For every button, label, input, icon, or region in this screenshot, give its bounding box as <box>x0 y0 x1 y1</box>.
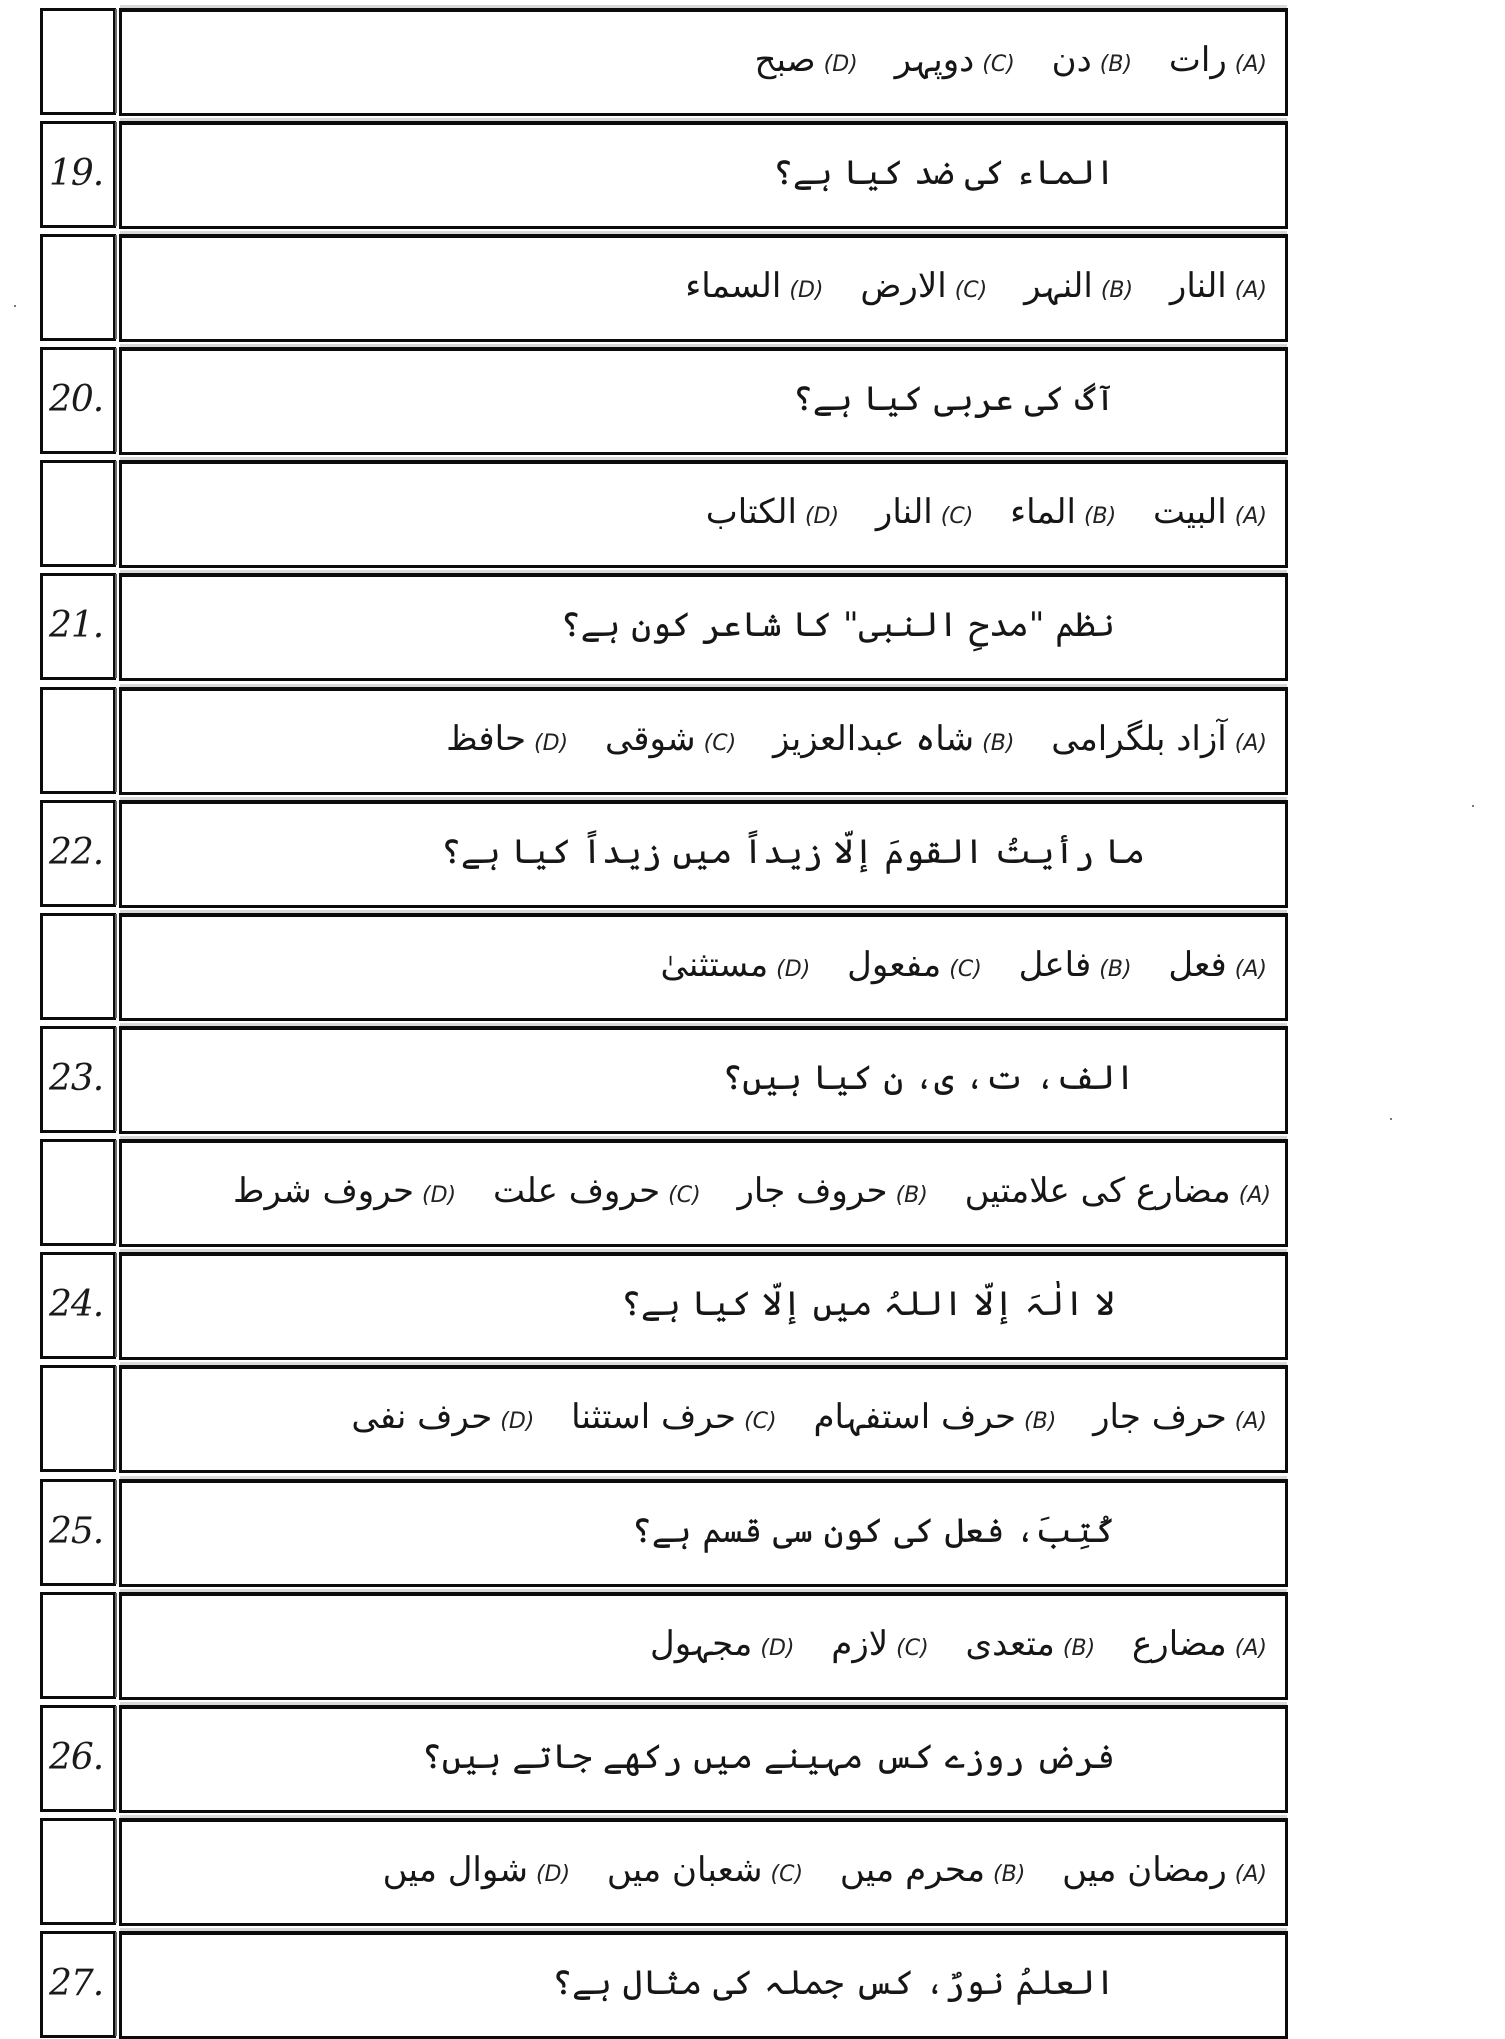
question-text: العلمُ نورٌ، کس جملہ کی مثال ہے؟ <box>552 1963 1115 2003</box>
option-c <box>847 943 982 992</box>
option-a <box>1093 1395 1267 1444</box>
question-number: 25. <box>49 1511 104 1552</box>
table-row-options <box>40 687 1290 794</box>
option-text: الکتاب <box>705 492 797 532</box>
table-row-options <box>40 1818 1290 1925</box>
question-text: آگ کی عربی کیا ہے؟ <box>792 379 1115 419</box>
number-cell <box>40 1705 116 1812</box>
table-row-options <box>40 1592 1290 1699</box>
option-letter: (A) <box>1234 1862 1267 1887</box>
option-letter: (C) <box>668 1183 701 1208</box>
option-b <box>840 1848 1025 1897</box>
question-text: نظم "مدحِ النبی" کا شاعر کون ہے؟ <box>560 605 1115 645</box>
option-letter: (B) <box>1083 504 1117 529</box>
option-letter: (C) <box>940 504 974 529</box>
option-a <box>1170 264 1267 313</box>
question-cell <box>119 347 1288 455</box>
number-cell <box>40 234 116 341</box>
option-letter: (A) <box>1234 1409 1267 1434</box>
option-a <box>1169 38 1267 87</box>
options-cell <box>119 1818 1288 1926</box>
option-letter: (A) <box>1234 278 1267 303</box>
option-text: مضارع کی علامتیں <box>964 1171 1231 1211</box>
option-b <box>1052 38 1132 87</box>
option-text: حرف استفہام <box>813 1397 1017 1437</box>
question-cell <box>119 573 1288 681</box>
option-text: فعل <box>1168 945 1227 985</box>
options-line <box>357 1848 1267 1897</box>
option-text: آزاد بلگرامی <box>1051 719 1227 759</box>
option-letter: (C) <box>703 731 737 756</box>
question-text: لا الٰہَ إلّا اللہُ میں إلّا کیا ہے؟ <box>620 1284 1115 1324</box>
question-text: ما رأیتُ القومَ إلّا زیداً میں زیداً کیا ہے؟ <box>440 832 1145 872</box>
option-c <box>895 38 1015 87</box>
option-text: السماء <box>685 266 782 306</box>
scan-speck <box>1390 1118 1392 1120</box>
option-c <box>493 1169 701 1218</box>
option-c <box>860 264 987 313</box>
option-text: شوال میں <box>382 1850 528 1890</box>
options-line <box>729 38 1267 87</box>
scan-speck <box>14 305 16 307</box>
table-row-options <box>40 234 1290 341</box>
question-number: 26. <box>49 1737 104 1778</box>
question-text: الف، ت، ی، ن کیا ہیں؟ <box>722 1058 1135 1098</box>
option-text: لازم <box>831 1624 889 1664</box>
option-text: دوپہر <box>894 40 975 80</box>
option-letter: (A) <box>1238 1183 1271 1208</box>
option-letter: (B) <box>993 1862 1026 1887</box>
question-number: 21. <box>49 605 104 646</box>
option-letter: (C) <box>770 1862 804 1887</box>
number-cell <box>40 347 116 454</box>
option-a <box>1168 943 1267 992</box>
number-cell <box>40 800 116 907</box>
option-b <box>1010 490 1116 539</box>
number-cell <box>40 121 116 228</box>
option-text: النہر <box>1024 266 1093 306</box>
number-cell <box>40 913 116 1020</box>
table-row-question <box>40 800 1290 907</box>
table-row-question <box>40 1026 1290 1133</box>
option-a <box>1062 1848 1267 1897</box>
options-line <box>659 264 1267 313</box>
option-d <box>446 717 568 766</box>
question-cell <box>119 1252 1288 1360</box>
option-letter: (A) <box>1234 504 1267 529</box>
option-letter: (D) <box>535 1862 571 1887</box>
options-cell <box>119 234 1288 342</box>
table-row-options <box>40 913 1290 1020</box>
number-cell <box>40 1479 116 1586</box>
question-cell <box>119 1705 1288 1813</box>
option-letter: (A) <box>1234 1636 1267 1661</box>
option-a <box>1132 1622 1267 1671</box>
option-text: فاعل <box>1018 945 1092 985</box>
option-c <box>876 490 973 539</box>
option-d <box>650 1622 795 1671</box>
question-cell <box>119 1931 1288 2039</box>
option-text: مفعول <box>847 945 942 985</box>
option-letter: (B) <box>895 1183 928 1208</box>
option-letter: (B) <box>1024 1409 1057 1434</box>
option-text: مستثنیٰ <box>660 945 769 985</box>
question-number: 20. <box>49 379 104 420</box>
table-row-question <box>40 1479 1290 1586</box>
option-d <box>661 943 811 992</box>
options-cell <box>119 8 1288 116</box>
option-letter: (D) <box>776 957 811 982</box>
option-c <box>831 1622 928 1671</box>
question-number: 24. <box>49 1284 104 1325</box>
option-b <box>966 1622 1096 1671</box>
option-d <box>685 264 823 313</box>
option-text: متعدی <box>965 1624 1055 1664</box>
scan-speck <box>1472 805 1474 807</box>
option-letter: (D) <box>789 278 824 303</box>
question-number: 19. <box>49 153 104 194</box>
option-d <box>706 490 839 539</box>
option-letter: (C) <box>982 52 1015 77</box>
option-text: مضارع <box>1131 1624 1227 1664</box>
option-text: رات <box>1168 40 1227 80</box>
option-b <box>813 1395 1056 1444</box>
option-text: صبح <box>754 40 816 80</box>
options-line <box>680 490 1267 539</box>
option-a <box>1153 490 1267 539</box>
question-cell <box>119 1479 1288 1587</box>
option-letter: (D) <box>533 731 569 756</box>
question-number: 27. <box>49 1963 104 2004</box>
option-c <box>605 717 736 766</box>
option-c <box>571 1395 776 1444</box>
option-d <box>351 1395 534 1444</box>
options-cell <box>119 1139 1288 1247</box>
options-cell <box>119 913 1288 1021</box>
question-text: الماء کی ضد کیا ہے؟ <box>772 153 1115 193</box>
options-cell <box>119 1592 1288 1700</box>
options-line <box>207 1169 1271 1218</box>
option-b <box>773 717 1014 766</box>
table-row-options <box>40 1365 1290 1472</box>
option-letter: (A) <box>1234 52 1267 77</box>
option-b <box>1019 943 1132 992</box>
number-cell <box>40 1592 116 1699</box>
options-cell <box>119 1365 1288 1473</box>
options-line <box>635 943 1268 992</box>
option-text: حرف جار <box>1093 1397 1227 1437</box>
options-cell <box>119 687 1288 795</box>
option-text: مجہول <box>649 1624 753 1664</box>
option-text: حرف نفی <box>351 1397 493 1437</box>
table-row-question <box>40 121 1290 228</box>
option-text: النار <box>875 492 933 532</box>
option-letter: (D) <box>804 504 840 529</box>
option-text: الارض <box>860 266 947 306</box>
option-letter: (D) <box>500 1409 535 1434</box>
number-cell <box>40 573 116 680</box>
number-cell <box>40 1139 116 1246</box>
question-text: فرض روزے کس مہینے میں رکھے جاتے ہیں؟ <box>421 1737 1115 1777</box>
option-letter: (B) <box>1099 52 1133 77</box>
number-cell <box>40 1931 116 2038</box>
option-letter: (B) <box>982 731 1015 756</box>
number-cell <box>40 687 116 794</box>
options-line <box>624 1622 1267 1671</box>
option-c <box>607 1848 803 1897</box>
table-row-question <box>40 1931 1290 2038</box>
option-text: دن <box>1051 40 1092 80</box>
question-cell <box>119 1026 1288 1134</box>
question-cell <box>119 800 1288 908</box>
option-letter: (A) <box>1234 957 1267 982</box>
question-number: 22. <box>49 832 104 873</box>
option-letter: (D) <box>422 1183 457 1208</box>
option-letter: (C) <box>949 957 982 982</box>
option-text: حروف علت <box>492 1171 661 1211</box>
number-cell <box>40 8 116 115</box>
table-row-options <box>40 460 1290 567</box>
option-text: البیت <box>1153 492 1227 532</box>
option-text: شاہ عبدالعزیز <box>772 719 975 759</box>
option-text: رمضان میں <box>1062 1850 1227 1890</box>
option-d <box>233 1169 456 1218</box>
option-text: حروف شرط <box>233 1171 414 1211</box>
option-b <box>738 1169 928 1218</box>
option-letter: (C) <box>954 278 988 303</box>
option-b <box>1024 264 1133 313</box>
option-a <box>965 1169 1271 1218</box>
option-a <box>1051 717 1267 766</box>
option-d <box>383 1848 571 1897</box>
option-text: حرف استثنا <box>571 1397 737 1437</box>
number-cell <box>40 1252 116 1359</box>
option-letter: (B) <box>1100 278 1134 303</box>
question-cell <box>119 121 1288 229</box>
option-letter: (B) <box>1099 957 1132 982</box>
number-cell <box>40 460 116 567</box>
option-letter: (B) <box>1062 1636 1096 1661</box>
option-letter: (C) <box>744 1409 777 1434</box>
option-text: النار <box>1169 266 1227 306</box>
number-cell <box>40 1365 116 1472</box>
table-row-question <box>40 1705 1290 1812</box>
option-letter: (A) <box>1234 731 1267 756</box>
option-letter: (C) <box>896 1636 929 1661</box>
number-cell <box>40 1026 116 1133</box>
option-text: حافظ <box>446 719 526 759</box>
option-text: محرم میں <box>839 1850 986 1890</box>
question-text: کُتِبَ، فعل کی کون سی قسم ہے؟ <box>631 1511 1115 1551</box>
question-number: 23. <box>49 1058 104 1099</box>
table-row-question <box>40 1252 1290 1359</box>
table-row-options <box>40 1139 1290 1246</box>
option-text: شعبان میں <box>606 1850 763 1890</box>
option-text: حروف جار <box>737 1171 888 1211</box>
options-cell <box>119 460 1288 568</box>
option-letter: (D) <box>760 1636 795 1661</box>
option-text: شوقی <box>604 719 696 759</box>
table-row-question <box>40 347 1290 454</box>
option-d <box>755 38 858 87</box>
table-row-question <box>40 573 1290 680</box>
number-cell <box>40 1818 116 1925</box>
options-line <box>325 1395 1267 1444</box>
options-line <box>420 717 1267 766</box>
table-row-options <box>40 8 1290 115</box>
option-text: الماء <box>1010 492 1076 532</box>
option-letter: (D) <box>823 52 858 77</box>
